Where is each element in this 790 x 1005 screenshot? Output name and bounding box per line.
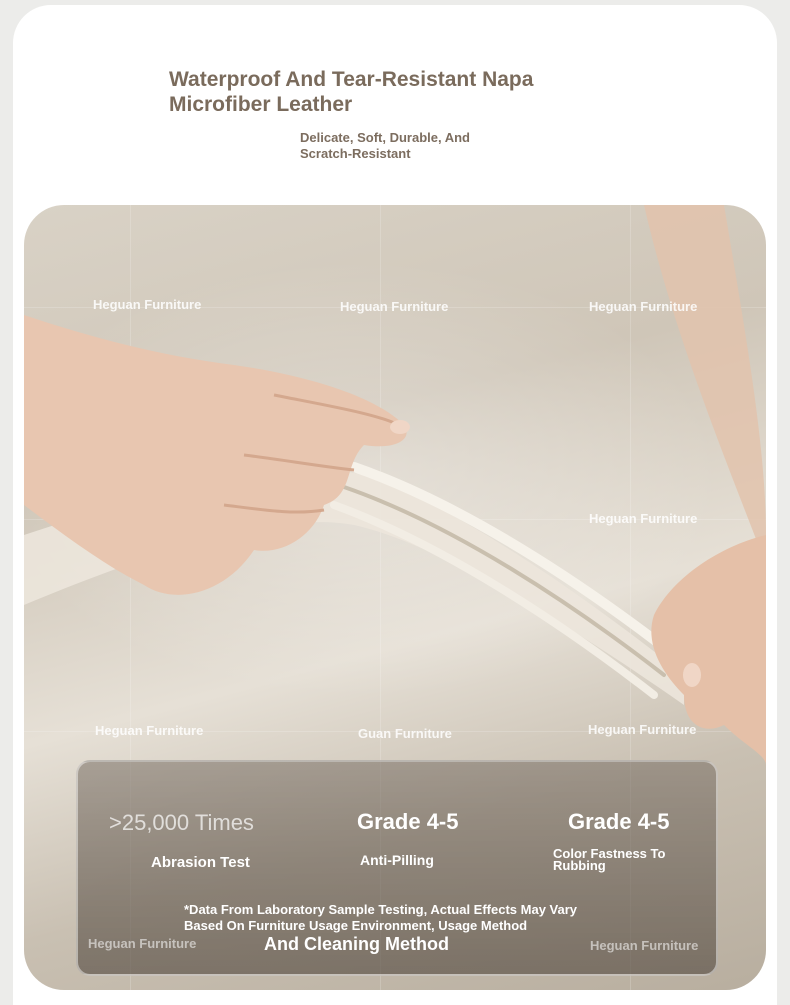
page-title: Waterproof And Tear-Resistant Napa Microfiber Leather xyxy=(169,68,534,116)
watermark: Heguan Furniture xyxy=(589,299,698,314)
stat-label-pilling: Anti-Pilling xyxy=(360,852,434,868)
watermark: Heguan Furniture xyxy=(589,511,698,526)
leather-photo xyxy=(24,205,766,990)
watermark: Heguan Furniture xyxy=(95,723,204,738)
watermark: Heguan Furniture xyxy=(588,722,697,737)
watermark: Heguan Furniture xyxy=(590,938,699,953)
disclaimer-note: *Data From Laboratory Sample Testing, Actual Effects May Vary Based On Furniture Usage Environment, Usage Method xyxy=(184,902,578,933)
page-subtitle: Delicate, Soft, Durable, And Scratch-Resistant xyxy=(300,130,470,161)
watermark: Heguan Furniture xyxy=(93,297,202,312)
disclaimer-note-end: And Cleaning Method xyxy=(264,934,449,954)
watermark: Heguan Furniture xyxy=(88,936,197,951)
stat-value-color-fastness: Grade 4-5 xyxy=(568,809,670,834)
stats-panel xyxy=(76,760,718,976)
stat-label-abrasion: Abrasion Test xyxy=(151,854,250,871)
stat-value-pilling: Grade 4-5 xyxy=(357,809,459,834)
stat-value-abrasion: >25,000 Times xyxy=(109,810,254,835)
stat-label-color-fastness: Color Fastness To Rubbing xyxy=(553,846,666,873)
watermark: Guan Furniture xyxy=(358,726,452,741)
watermark: Heguan Furniture xyxy=(340,299,449,314)
